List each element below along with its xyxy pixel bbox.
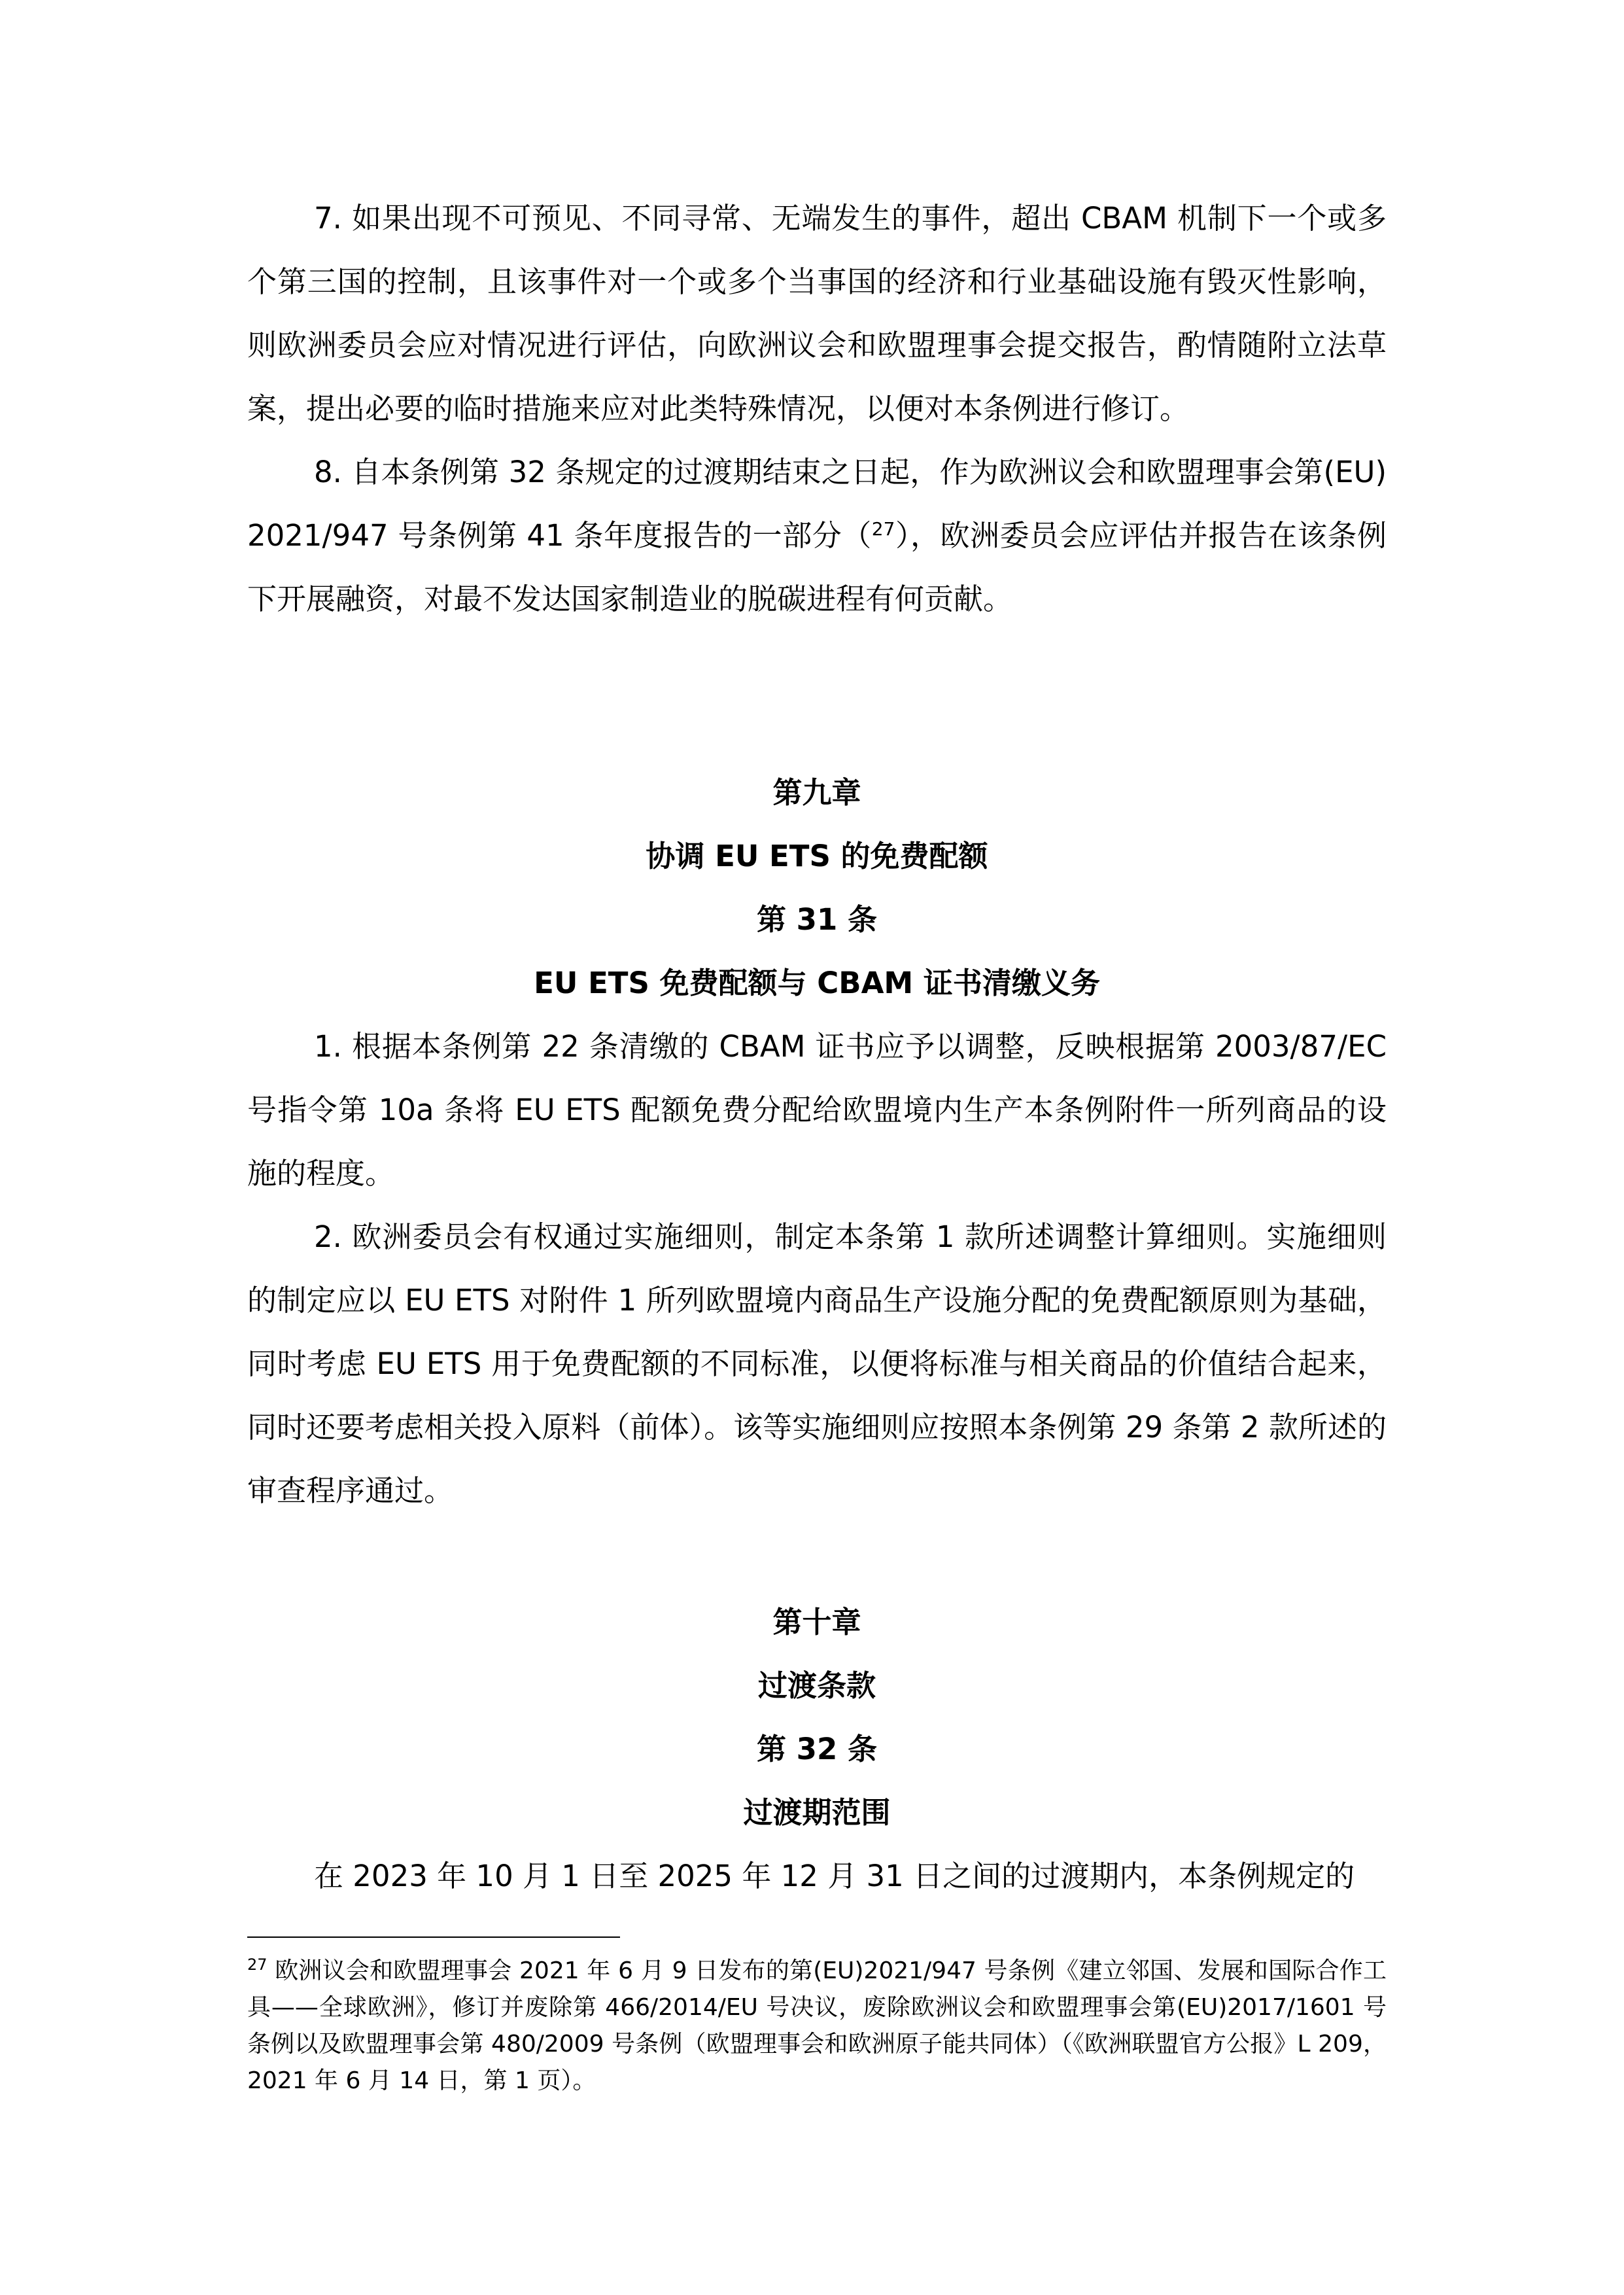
footnote-27	[247, 1953, 1387, 2099]
article-31-paragraphs	[247, 1015, 1387, 1522]
article-32-number: 第 32 条	[757, 1732, 877, 1766]
footnote-separator	[247, 1936, 620, 1938]
article-31-paragraph-1: 1. 根据本条例第 22 条清缴的 CBAM 证书应予以调整，反映根据第 2003/87/EC 号指令第 10a 条将 EU ETS 配额免费分配给欧盟境内生产本条例附件一所列商品的设施的程度。	[247, 1029, 1387, 1191]
chapter-9-title: 协调 EU ETS 的免费配额	[646, 839, 988, 873]
paragraph-8-text-a: 8. 自本条例第 32 条规定的过渡期结束之日起，作为欧洲议会和欧盟理事会第(EU) 2021/947 号条例第 41 条年度报告的一部分（	[247, 455, 1387, 553]
chapter-10-title: 过渡条款	[757, 1668, 876, 1703]
article-32-title: 过渡期范围	[743, 1795, 891, 1830]
chapter-9-label: 第九章	[772, 775, 861, 810]
article-31-paragraph-2: 2. 欧洲委员会有权通过实施细则，制定本条第 1 款所述调整计算细则。实施细则的制定应以 EU ETS 对附件 1 所列欧盟境内商品生产设施分配的免费配额原则为基础，同时考虑 EU ETS 用于免费配额的不同标准，以便将标准与相关商品的价值结合起来，同时还要考虑相关投入原料（前体）。该等实施细则应按照本条例第 29 条第 2 款所述的审查程序通过。	[247, 1219, 1387, 1508]
paragraph-7: 7. 如果出现不可预见、不同寻常、无端发生的事件，超出 CBAM 机制下一个或多个第三国的控制，且该事件对一个或多个当事国的经济和行业基础设施有毁灭性影响，则欧洲委员会应对情况进行评估，向欧洲议会和欧盟理事会提交报告，酌情随附立法草案，提出必要的临时措施来应对此类特殊情况，以便对本条例进行修订。	[247, 201, 1387, 426]
article-32-paragraphs	[247, 1844, 1387, 1908]
article-32-paragraph-1: 在 2023 年 10 月 1 日至 2025 年 12 月 31 日之间的过渡期内，本条例规定的	[314, 1859, 1355, 1893]
paragraph-8-text-b: ），欧洲委员会应评估并报告在该条例下开展融资，对最不发达国家制造业的脱碳进程有何贡献。	[247, 518, 1387, 616]
article-31-title: EU ETS 免费配额与 CBAM 证书清缴义务	[534, 966, 1100, 1000]
paragraph-8	[247, 440, 1387, 631]
chapter-10-label: 第十章	[772, 1605, 861, 1639]
footnote-number: 27	[247, 1955, 268, 1974]
footnote-text: 欧洲议会和欧盟理事会 2021 年 6 月 9 日发布的第(EU)2021/947 号条例《建立邻国、发展和国际合作工具——全球欧洲》，修订并废除第 466/2014/EU 号决议，废除欧洲议会和欧盟理事会第(EU)2017/1601 号条例以及欧盟理事会第 480/2009 号条例（欧盟理事会和欧洲原子能共同体）（《欧洲联盟官方公报》L 209，2021 年 6 月 14 日，第 1 页）。	[247, 1957, 1387, 2094]
article-30-paragraphs	[247, 186, 1387, 631]
article-31-number: 第 31 条	[757, 902, 877, 937]
footnote-reference[interactable]: 27	[871, 518, 895, 540]
